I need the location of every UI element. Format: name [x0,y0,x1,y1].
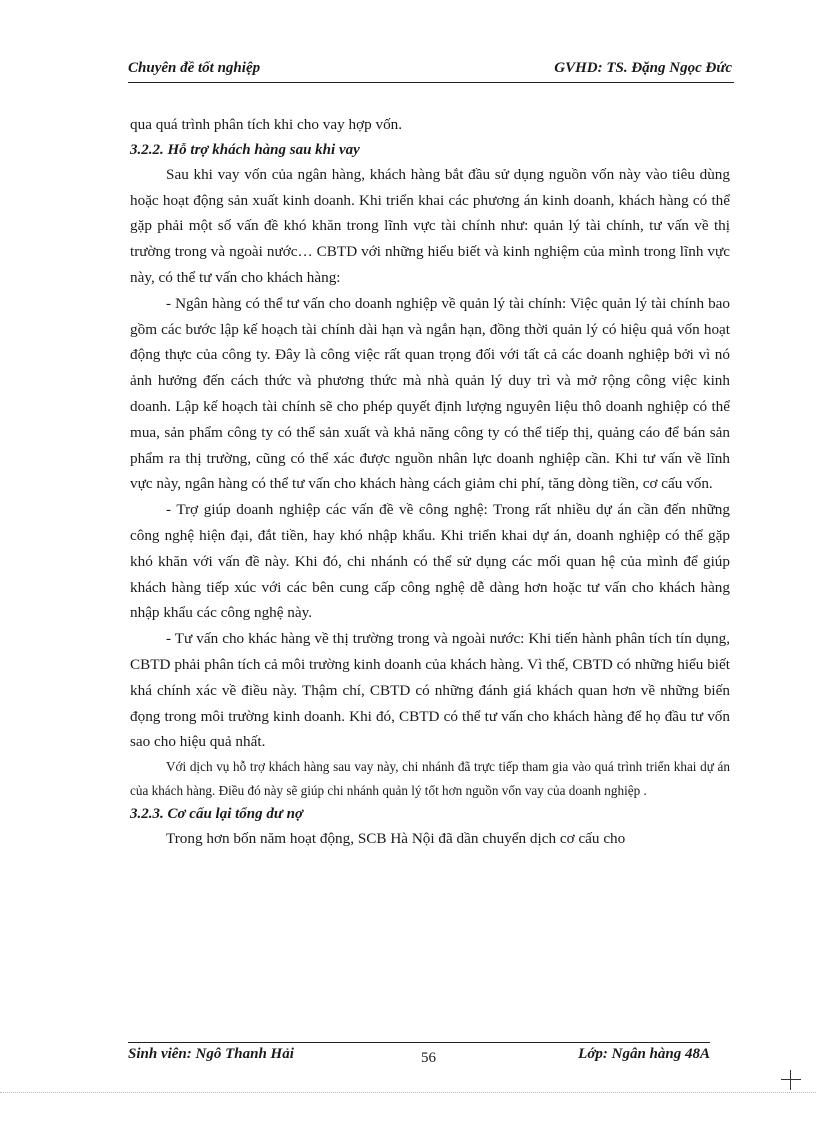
section-heading-3-2-2: 3.2.2. Hỗ trợ khách hàng sau khi vay [130,141,360,158]
page-header [128,60,732,84]
footer-student: Sinh viên: Ngô Thanh Hải [128,1046,294,1062]
footer-class: Lớp: Ngân hàng 48A [578,1046,710,1062]
paragraph-technology-support: - Trợ giúp doanh nghiệp các vấn đề về công nghệ: Trong rất nhiều dự án cần đến những công nghệ hiện đại, đắt tiền, hay khó nhập khẩu. Khi triển khai dự án, doanh nghiệp có thể gặp khó khăn với vấn đề này. Khi đó, chi nhánh có thể sử dụng các mối quan hệ của mình để giúp khách hàng tiếp xúc với các bên cung cấp công nghệ dễ dàng hơn hoặc tư vấn cho khách hàng nhập khẩu các công nghệ này. [130,501,730,622]
paragraph-financial-management: - Ngân hàng có thể tư vấn cho doanh nghiệp về quản lý tài chính: Việc quản lý tài chính bao gồm các bước lập kế hoạch tài chính dài hạn và ngắn hạn, đồng thời quản lý có hiệu quả vốn hoạt động thực của công ty. Đây là công việc rất quan trọng đối với tất cả các doanh nghiệp bởi vì nó ảnh hưởng đến cách thức và phương thức mà nhà quản lý duy trì và mở rộng công việc kinh doanh. Lập kế hoạch tài chính sẽ cho phép quyết định lượng nguyên liệu thô doanh nghiệp có thể mua, sản phẩm công ty có thể sản xuất và khả năng công ty có thể tiếp thị, quảng cáo để bán sản phẩm ra thị trường, cũng có thể xác được nguồn nhân lực doanh nghiệp cần. Khi tư vấn về lĩnh vực này, ngân hàng có thể tư vấn cho khách hàng cách giảm chi phí, tăng dòng tiền, cơ cấu vốn. [130,294,730,493]
page-footer [128,1046,710,1070]
paragraph-continuation: qua quá trình phân tích khi cho vay hợp vốn. [130,116,403,133]
crop-mark-icon [781,1070,801,1090]
page-number: 56 [421,1050,436,1066]
section-heading-3-2-3: 3.2.3. Cơ cấu lại tổng dư nợ [130,806,304,823]
paragraph-summary: Với dịch vụ hỗ trợ khách hàng sau vay này, chi nhánh đã trực tiếp tham gia vào quá trình triển khai dự án của khách hàng. Điều đó này sẽ giúp chi nhánh quản lý tốt hơn nguồn vốn vay của doanh nghiệp . [130,759,730,798]
page-body [130,112,730,852]
paragraph-restructure: Trong hơn bốn năm hoạt động, SCB Hà Nội đã dần chuyển dịch cơ cấu cho [166,830,626,848]
header-divider [128,82,734,83]
header-supervisor: GVHD: TS. Đặng Ngọc Đức [554,60,732,76]
paragraph-intro: Sau khi vay vốn của ngân hàng, khách hàng bắt đầu sử dụng nguồn vốn này vào tiêu dùng hoặc hoạt động sản xuất kinh doanh. Khi triển khai các phương án kinh doanh, khách hàng có thể gặp phải một số vấn đề khó khăn trong lĩnh vực tài chính như: quản lý tài chính, tư vấn về thị trường trong và ngoài nước… CBTD với những hiểu biết và kinh nghiệm của mình trong lĩnh vực này, có thể tư vấn cho khách hàng: [130,165,730,286]
footer-divider [128,1042,710,1043]
page-edge-divider [0,1092,816,1093]
header-document-type: Chuyên đề tốt nghiệp [128,60,261,76]
paragraph-market-advice: - Tư vấn cho khác hàng về thị trường trong và ngoài nước: Khi tiến hành phân tích tín dụng, CBTD phải phân tích cả môi trường kinh doanh của khách hàng. Vì thế, CBTD có những hiểu biết khá chính xác về điều này. Thậm chí, CBTD có những đánh giá khách quan hơn về những biến đọng trong môi trường kinh doanh. Khi đó, CBTD có thể tư vấn cho khách hàng để họ đầu tư vốn sao cho hiệu quả nhất. [130,630,730,751]
